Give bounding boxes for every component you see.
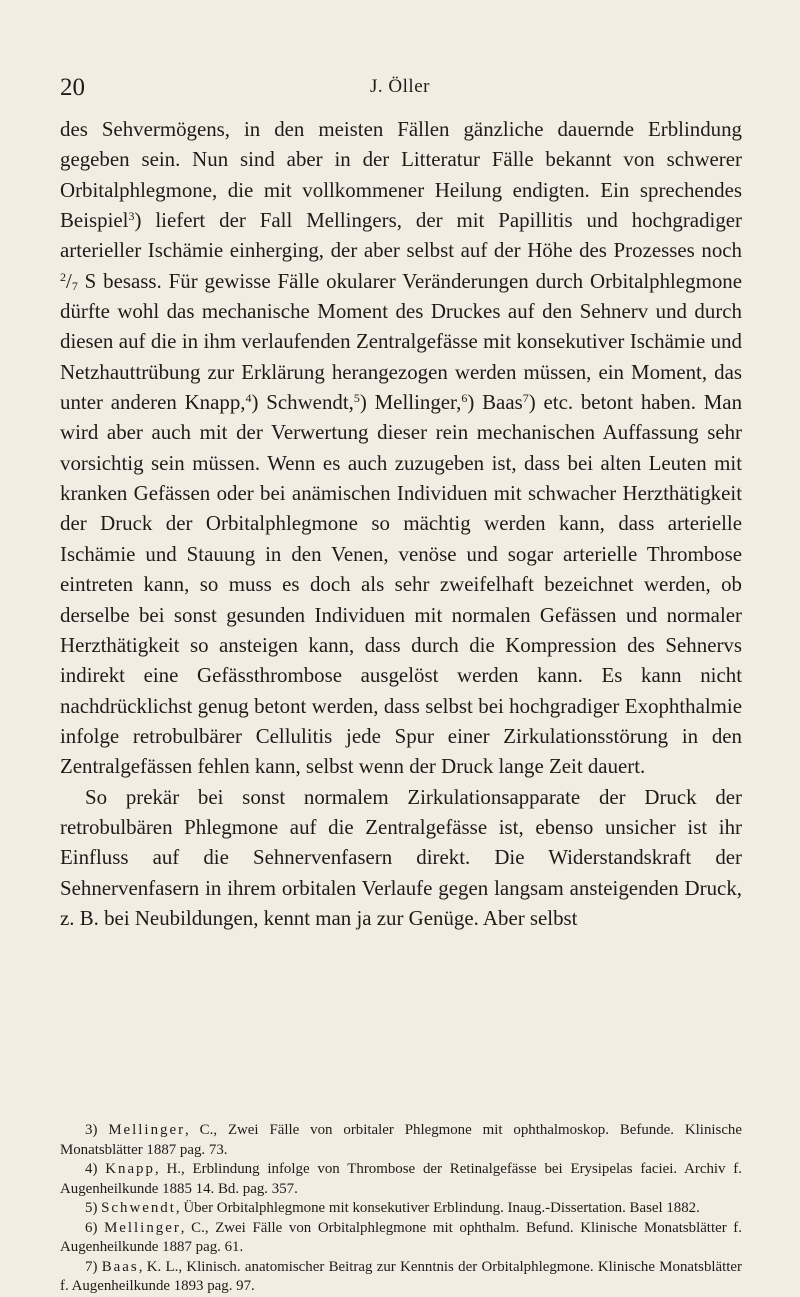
footnote-author: Schwendt <box>101 1200 176 1216</box>
footnote-author: Mellinger <box>108 1122 186 1138</box>
footnote-ref-5: 5 <box>353 391 360 406</box>
footnote-5: 5) Schwendt, Über Orbitalphlegmone mit konsekutiver Erblindung. Inaug.-Dissertation. Basel 1882. <box>85 1200 700 1216</box>
text-run: des Sehvermögens, in den meisten Fällen gänzliche dauernde Erblindung gegeben sein. Nun sind aber in der Litteratur Fälle bekannt von schwerer Orbitalphlegmone, die mit vollkommener Heilung endigten. Ein sprechendes Beispiel <box>60 117 742 233</box>
text-run: ) Schwendt, <box>251 390 354 415</box>
footnote-ref-4: 4 <box>245 391 252 406</box>
footnote-7: 7) Baas, K. L., Klinisch. anatomischer Beitrag zur Kenntnis der Orbitalphlegmone. Klinische Monatsblätter f. Augenheilkunde 1893 pag. 97. <box>60 1258 742 1294</box>
footnote-author: Baas <box>101 1258 139 1275</box>
text-run: ) Mellinger, <box>359 390 462 415</box>
footnote-author: Knapp <box>105 1161 155 1177</box>
text-run: S besass. Für gewisse Fälle okularer Veränderungen durch Orbitalphlegmone dürfte wohl das mechanische Moment des Druckes auf den Sehnerv und durch diesen auf die in ihm verlaufenden Zentralgefässe mit konsekutiver Ischämie und Netzhauttrübung zur Erklärung herangezogen werden müssen, ein Moment, das unter anderen Knapp, <box>60 268 742 415</box>
page-header <box>60 74 740 104</box>
footnote-3: 3) Mellinger, C., Zwei Fälle von orbitaler Phlegmone mit ophthalmoskop. Befunde. Klinische Monatsblätter 1887 pag. 73. <box>60 1122 742 1158</box>
text-run: ) Baas <box>467 390 523 415</box>
footnote-ref-3: 3 <box>128 209 135 224</box>
text-run: ) etc. betont haben. Man wird aber auch mit der Verwertung dieser rein mechanischen Auffassung sehr vorsichtig sein müssen. Wenn es auch zuzugeben ist, dass bei alten Leuten mit kranken Gefässen oder bei anämischen Individuen mit schwacher Herzthätigkeit der Druck der Orbitalphlegmone so mächtig werden kann, dass arterielle Ischämie und Stauung in den Venen, venöse und sogar arterielle Thrombose eintreten kann, so muss es doch als sehr zweifelhaft bezeichnet werden, ob derselbe bei sonst gesunden Individuen mit normalen Gefässen und normaler Herzthätigkeit so ansteigen kann, dass durch die Kompression des Sehnervs indirekt eine Gefässthrombose ausgelöst werden kann. Es kann nicht nachdrücklichst genug betont werden, dass selbst bei hochgradiger Exophthalmie infolge retrobulbärer Cellulitis jede Spur einer Zirkulationsstörung in den Zentralgefässen fehlen kann, selbst wenn der Druck lange Zeit dauert. <box>60 390 743 779</box>
page-number: 20 <box>60 74 85 101</box>
footnotes <box>60 1121 742 1297</box>
footnote-4: 4) Knapp, H., Erblindung infolge von Thrombose der Retinalgefässe bei Erysipelas faciei. Archiv f. Augenheilkunde 1885 14. Bd. pag. 357. <box>60 1161 742 1197</box>
fraction: $^2/_7$ <box>60 268 78 293</box>
footnote-author: Mellinger <box>104 1219 181 1236</box>
footnote-6: 6) Mellinger, C., Zwei Fälle von Orbitalphlegmone mit ophthalm. Befund. Klinische Monatsblätter f. Augenheilkunde 1887 pag. 61. <box>60 1219 742 1255</box>
fraction-denominator: 7 <box>71 278 78 293</box>
footnote-ref-6: 6 <box>461 391 468 406</box>
running-head: J. Öller <box>370 76 430 97</box>
paragraph-2: So prekär bei sonst normalem Zirkulationsapparate der Druck der retrobulbären Phlegmone auf die Zentralgefässe ist, ebenso unsicher ist ihr Einfluss auf die Sehnervenfasern direkt. Die Widerstandskraft der Sehnervenfasern in ihrem orbitalen Verlaufe gegen langsam ansteigenden Druck, z. B. bei Neubildungen, kennt man ja zur Genüge. Aber selbst <box>60 784 742 930</box>
footnote-ref-7: 7 <box>522 391 529 406</box>
fraction-numerator: 2 <box>60 269 66 284</box>
paragraph-1 <box>60 114 742 782</box>
body-text <box>60 114 742 933</box>
text-run: ) liefert der Fall Mellingers, der mit Papillitis und hochgradiger arterieller Ischämie einherging, der aber selbst auf der Höhe des Prozesses noch <box>60 208 742 263</box>
